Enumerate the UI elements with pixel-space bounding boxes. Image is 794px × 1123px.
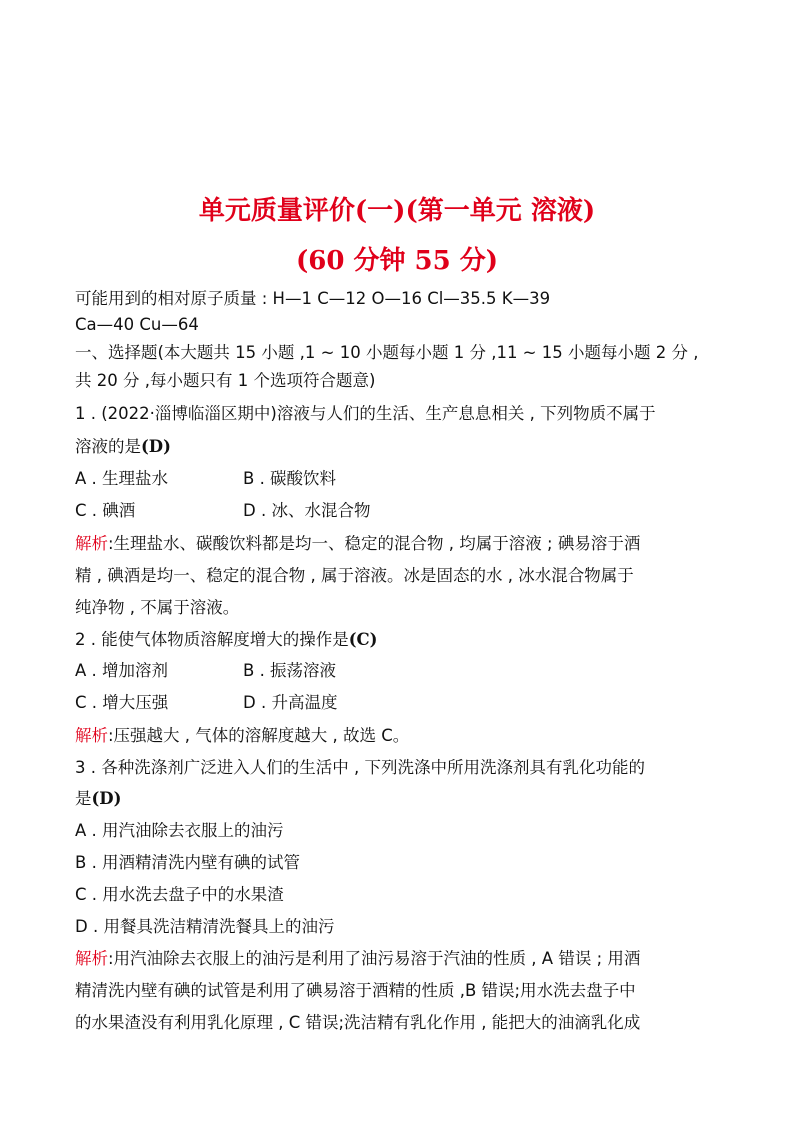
option-d: D . 升高温度 <box>243 693 338 712</box>
analysis-line <box>75 948 725 970</box>
option-row <box>75 692 725 714</box>
option-a: A . 用汽油除去衣服上的油污 <box>75 821 284 840</box>
option-c: C . 用水洗去盘子中的水果渣 <box>75 885 284 904</box>
section-heading: 共 20 分 ,每小题只有 1 个选项符合题意) <box>75 371 376 390</box>
question-stem <box>75 629 725 651</box>
option-c: C . 碘酒 <box>75 501 136 520</box>
analysis-line <box>75 533 725 555</box>
analysis-text: :生理盐水、碳酸饮料都是均一、稳定的混合物 , 均属于溶液 ; 碘易溶于酒 <box>108 534 641 553</box>
analysis-line: 精 , 碘酒是均一、稳定的混合物 , 属于溶液。冰是固态的水 , 冰水混合物属于 <box>75 566 634 585</box>
option-d: D . 冰、水混合物 <box>243 501 371 520</box>
option-d: D . 用餐具洗洁精清洗餐具上的油污 <box>75 917 335 936</box>
option-a: A . 生理盐水 <box>75 469 169 488</box>
answer-label: (D) <box>141 437 171 456</box>
option-b: B . 碳酸饮料 <box>243 469 337 488</box>
option-c: C . 增大压强 <box>75 693 169 712</box>
section-heading: 一、选择题(本大题共 15 小题 ,1 ~ 10 小题每小题 1 分 ,11 ~ 15 小题每小题 2 分 , <box>75 343 699 362</box>
answer-label: (C) <box>348 630 378 649</box>
analysis-line <box>75 725 725 747</box>
analysis-line: 精清洗内壁有碘的试管是利用了碘易溶于酒精的性质 ,B 错误;用水洗去盘子中 <box>75 981 636 1000</box>
analysis-label: 解析 <box>75 949 108 968</box>
question-stem: 1 . (2022·淄博临淄区期中)溶液与人们的生活、生产息息相关 , 下列物质不属于 <box>75 404 656 423</box>
question-stem-text: 溶液的是 <box>75 437 141 456</box>
option-b: B . 振荡溶液 <box>243 661 337 680</box>
question-stem: 3 . 各种洗涤剂广泛进入人们的生活中 , 下列洗涤中所用洗涤剂具有乳化功能的 <box>75 758 645 777</box>
page-subtitle: (60 分钟 55 分) <box>295 246 499 276</box>
option-a: A . 增加溶剂 <box>75 661 169 680</box>
atomic-mass-line: 可能用到的相对原子质量 : H—1 C—12 O—16 Cl—35.5 K—39 <box>75 289 551 308</box>
analysis-line: 纯净物 , 不属于溶液。 <box>75 598 240 617</box>
page-title: 单元质量评价(一)(第一单元 溶液) <box>198 196 596 226</box>
question-stem <box>75 788 725 810</box>
analysis-text: :用汽油除去衣服上的油污是利用了油污易溶于汽油的性质 , A 错误 ; 用酒 <box>108 949 641 968</box>
analysis-line: 的水果渣没有利用乳化原理 , C 错误;洗洁精有乳化作用 , 能把大的油滴乳化成 <box>75 1013 641 1032</box>
analysis-label: 解析 <box>75 726 108 745</box>
question-stem <box>75 436 725 458</box>
analysis-text: :压强越大 , 气体的溶解度越大 , 故选 C。 <box>108 726 410 745</box>
analysis-label: 解析 <box>75 534 108 553</box>
question-stem-text: 2 . 能使气体物质溶解度增大的操作是 <box>75 630 349 649</box>
option-row <box>75 500 725 522</box>
option-row <box>75 660 725 682</box>
option-row <box>75 468 725 490</box>
answer-label: (D) <box>91 789 122 808</box>
question-stem-text: 是 <box>75 789 92 808</box>
atomic-mass-line: Ca—40 Cu—64 <box>75 315 199 334</box>
option-b: B . 用酒精清洗内壁有碘的试管 <box>75 853 301 872</box>
